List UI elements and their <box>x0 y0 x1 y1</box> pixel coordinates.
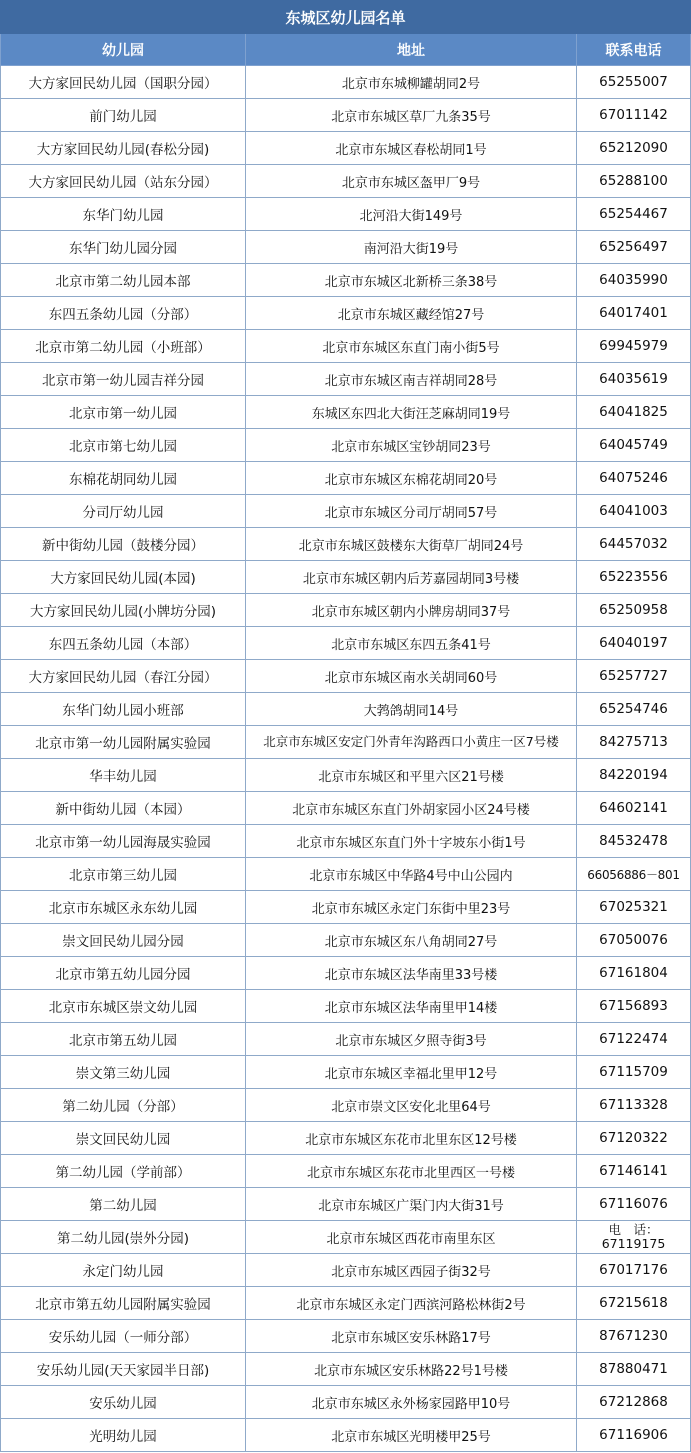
cell-address: 北京市东城区东棉花胡同20号 <box>246 462 577 495</box>
cell-phone: 87671230 <box>577 1320 691 1353</box>
table-row <box>1 1089 691 1122</box>
table-row <box>1 1155 691 1188</box>
table-row <box>1 594 691 627</box>
table-row <box>1 363 691 396</box>
cell-address: 北京市东城区幸福北里甲12号 <box>246 1056 577 1089</box>
cell-phone: 64041825 <box>577 396 691 429</box>
cell-kindergarten: 第二幼儿园(崇外分园) <box>1 1221 246 1254</box>
cell-phone: 67215618 <box>577 1287 691 1320</box>
cell-phone: 67212868 <box>577 1386 691 1419</box>
cell-kindergarten: 北京市第一幼儿园 <box>1 396 246 429</box>
cell-kindergarten: 东华门幼儿园分园 <box>1 231 246 264</box>
cell-address: 北京市东城区藏经馆27号 <box>246 297 577 330</box>
cell-kindergarten: 北京市东城区永东幼儿园 <box>1 891 246 924</box>
cell-phone: 电 话：67119175 <box>577 1221 691 1254</box>
cell-kindergarten: 第二幼儿园（分部） <box>1 1089 246 1122</box>
cell-address: 北京市东城区安定门外青年沟路西口小黄庄一区7号楼 <box>246 726 577 759</box>
cell-phone: 65212090 <box>577 132 691 165</box>
cell-address: 北京市东城区分司厅胡同57号 <box>246 495 577 528</box>
cell-kindergarten: 光明幼儿园 <box>1 1419 246 1452</box>
cell-kindergarten: 北京市第二幼儿园本部 <box>1 264 246 297</box>
cell-kindergarten: 安乐幼儿园 <box>1 1386 246 1419</box>
table-row <box>1 660 691 693</box>
table-row <box>1 495 691 528</box>
cell-phone: 67156893 <box>577 990 691 1023</box>
cell-phone: 65254746 <box>577 693 691 726</box>
cell-kindergarten: 东棉花胡同幼儿园 <box>1 462 246 495</box>
table-row <box>1 561 691 594</box>
table-row <box>1 132 691 165</box>
table-row <box>1 66 691 99</box>
cell-address: 北京市东城区法华南里33号楼 <box>246 957 577 990</box>
cell-kindergarten: 大方家回民幼儿园(春松分园) <box>1 132 246 165</box>
cell-address: 北京市东城区南吉祥胡同28号 <box>246 363 577 396</box>
table-row <box>1 1188 691 1221</box>
cell-phone: 84220194 <box>577 759 691 792</box>
cell-address: 北京市东城区宝钞胡同23号 <box>246 429 577 462</box>
table-row <box>1 330 691 363</box>
table-row <box>1 1320 691 1353</box>
cell-phone: 65257727 <box>577 660 691 693</box>
cell-address: 北京市东城区东花市北里东区12号楼 <box>246 1122 577 1155</box>
table-row <box>1 264 691 297</box>
title-row <box>1 1 691 34</box>
cell-phone: 84532478 <box>577 825 691 858</box>
cell-kindergarten: 永定门幼儿园 <box>1 1254 246 1287</box>
table-row <box>1 1056 691 1089</box>
table-row <box>1 990 691 1023</box>
cell-address: 北京市崇文区安化北里64号 <box>246 1089 577 1122</box>
table-row <box>1 891 691 924</box>
header-address: 地址 <box>246 34 577 66</box>
cell-kindergarten: 大方家回民幼儿园（春江分园） <box>1 660 246 693</box>
table-row <box>1 924 691 957</box>
cell-kindergarten: 第二幼儿园（学前部） <box>1 1155 246 1188</box>
cell-address: 北京市东城区草厂九条35号 <box>246 99 577 132</box>
table-row <box>1 1287 691 1320</box>
cell-kindergarten: 分司厅幼儿园 <box>1 495 246 528</box>
cell-phone: 64041003 <box>577 495 691 528</box>
cell-phone: 64035990 <box>577 264 691 297</box>
cell-address: 北京市东城区鼓楼东大街草厂胡同24号 <box>246 528 577 561</box>
cell-phone: 84275713 <box>577 726 691 759</box>
cell-address: 北京市东城区东四五条41号 <box>246 627 577 660</box>
table-row <box>1 627 691 660</box>
cell-kindergarten: 新中街幼儿园（本园） <box>1 792 246 825</box>
table-row <box>1 1353 691 1386</box>
table-row <box>1 1122 691 1155</box>
cell-kindergarten: 北京市第二幼儿园（小班部） <box>1 330 246 363</box>
cell-kindergarten: 东四五条幼儿园（分部） <box>1 297 246 330</box>
cell-kindergarten: 大方家回民幼儿园（站东分园） <box>1 165 246 198</box>
cell-kindergarten: 东华门幼儿园小班部 <box>1 693 246 726</box>
cell-phone: 67161804 <box>577 957 691 990</box>
cell-phone: 67025321 <box>577 891 691 924</box>
cell-phone: 65256497 <box>577 231 691 264</box>
cell-kindergarten: 崇文回民幼儿园 <box>1 1122 246 1155</box>
cell-kindergarten: 北京市第三幼儿园 <box>1 858 246 891</box>
cell-phone: 67017176 <box>577 1254 691 1287</box>
table-row <box>1 99 691 132</box>
table-row <box>1 198 691 231</box>
table-row <box>1 1254 691 1287</box>
table-body <box>1 66 691 1452</box>
cell-address: 北京市东城区盔甲厂9号 <box>246 165 577 198</box>
cell-phone: 67113328 <box>577 1089 691 1122</box>
cell-address: 北京市东城区中华路4号中山公园内 <box>246 858 577 891</box>
cell-address: 南河沿大街19号 <box>246 231 577 264</box>
cell-address: 北京市东城区西园子街32号 <box>246 1254 577 1287</box>
cell-kindergarten: 安乐幼儿园(天天家园半日部) <box>1 1353 246 1386</box>
cell-phone: 65254467 <box>577 198 691 231</box>
table-row <box>1 528 691 561</box>
cell-kindergarten: 东华门幼儿园 <box>1 198 246 231</box>
cell-address: 北京市东城区法华南里甲14楼 <box>246 990 577 1023</box>
cell-kindergarten: 崇文回民幼儿园分园 <box>1 924 246 957</box>
cell-phone: 65223556 <box>577 561 691 594</box>
cell-phone: 64075246 <box>577 462 691 495</box>
cell-address: 北京市东城区朝内小牌房胡同37号 <box>246 594 577 627</box>
cell-address: 北京市东城区东八角胡同27号 <box>246 924 577 957</box>
cell-phone: 64035619 <box>577 363 691 396</box>
cell-phone: 87880471 <box>577 1353 691 1386</box>
table-title: 东城区幼儿园名单 <box>1 1 691 34</box>
table-row <box>1 1023 691 1056</box>
table-row <box>1 297 691 330</box>
cell-address: 北京市东城区永外杨家园路甲10号 <box>246 1386 577 1419</box>
header-row <box>1 34 691 66</box>
table-row <box>1 1221 691 1254</box>
cell-phone: 66056886－801 <box>577 858 691 891</box>
cell-phone: 67116906 <box>577 1419 691 1452</box>
cell-kindergarten: 北京市第五幼儿园分园 <box>1 957 246 990</box>
cell-address: 大鹁鸽胡同14号 <box>246 693 577 726</box>
cell-phone: 64602141 <box>577 792 691 825</box>
cell-address: 北京市东城区南水关胡同60号 <box>246 660 577 693</box>
cell-address: 北京市东城区永定门西滨河路松林街2号 <box>246 1287 577 1320</box>
header-kindergarten: 幼儿园 <box>1 34 246 66</box>
cell-address: 北京市东城区春松胡同1号 <box>246 132 577 165</box>
cell-address: 北京市东城区北新桥三条38号 <box>246 264 577 297</box>
cell-address: 北京市东城区广渠门内大街31号 <box>246 1188 577 1221</box>
table-row <box>1 792 691 825</box>
header-phone: 联系电话 <box>577 34 691 66</box>
cell-kindergarten: 大方家回民幼儿园(小牌坊分园) <box>1 594 246 627</box>
cell-phone: 65288100 <box>577 165 691 198</box>
table-row <box>1 1419 691 1452</box>
cell-kindergarten: 新中街幼儿园（鼓楼分园） <box>1 528 246 561</box>
cell-kindergarten: 北京市第一幼儿园海晟实验园 <box>1 825 246 858</box>
cell-kindergarten: 北京市第七幼儿园 <box>1 429 246 462</box>
cell-kindergarten: 北京市第一幼儿园附属实验园 <box>1 726 246 759</box>
cell-kindergarten: 前门幼儿园 <box>1 99 246 132</box>
cell-address: 北京市东城区东花市北里西区一号楼 <box>246 1155 577 1188</box>
cell-kindergarten: 华丰幼儿园 <box>1 759 246 792</box>
cell-kindergarten: 大方家回民幼儿园(本园) <box>1 561 246 594</box>
cell-address: 北京市东城柳罐胡同2号 <box>246 66 577 99</box>
cell-kindergarten: 东四五条幼儿园（本部） <box>1 627 246 660</box>
cell-address: 北京市东城区光明楼甲25号 <box>246 1419 577 1452</box>
cell-phone: 67050076 <box>577 924 691 957</box>
cell-phone: 64045749 <box>577 429 691 462</box>
cell-kindergarten: 北京市东城区崇文幼儿园 <box>1 990 246 1023</box>
cell-phone: 64457032 <box>577 528 691 561</box>
table-row <box>1 396 691 429</box>
cell-phone: 67116076 <box>577 1188 691 1221</box>
cell-kindergarten: 安乐幼儿园（一师分部） <box>1 1320 246 1353</box>
table-row <box>1 693 691 726</box>
cell-address: 北河沿大街149号 <box>246 198 577 231</box>
table-row <box>1 858 691 891</box>
cell-address: 北京市东城区西花市南里东区 <box>246 1221 577 1254</box>
cell-address: 北京市东城区夕照寺街3号 <box>246 1023 577 1056</box>
cell-phone: 65250958 <box>577 594 691 627</box>
cell-phone: 67122474 <box>577 1023 691 1056</box>
cell-kindergarten: 第二幼儿园 <box>1 1188 246 1221</box>
cell-address: 北京市东城区朝内后芳嘉园胡同3号楼 <box>246 561 577 594</box>
table-row <box>1 957 691 990</box>
cell-kindergarten: 北京市第五幼儿园附属实验园 <box>1 1287 246 1320</box>
cell-kindergarten: 北京市第一幼儿园吉祥分园 <box>1 363 246 396</box>
cell-kindergarten: 大方家回民幼儿园（国职分园） <box>1 66 246 99</box>
table-row <box>1 1386 691 1419</box>
cell-phone: 67011142 <box>577 99 691 132</box>
cell-phone: 67120322 <box>577 1122 691 1155</box>
table-row <box>1 825 691 858</box>
cell-kindergarten: 北京市第五幼儿园 <box>1 1023 246 1056</box>
cell-address: 北京市东城区和平里六区21号楼 <box>246 759 577 792</box>
cell-phone: 67146141 <box>577 1155 691 1188</box>
cell-address: 北京市东城区永定门东街中里23号 <box>246 891 577 924</box>
cell-address: 东城区东四北大街汪芝麻胡同19号 <box>246 396 577 429</box>
table-row <box>1 726 691 759</box>
cell-phone: 64017401 <box>577 297 691 330</box>
table-row <box>1 759 691 792</box>
cell-address: 北京市东城区东直门外胡家园小区24号楼 <box>246 792 577 825</box>
table-row <box>1 165 691 198</box>
cell-phone: 69945979 <box>577 330 691 363</box>
cell-address: 北京市东城区东直门南小街5号 <box>246 330 577 363</box>
cell-kindergarten: 崇文第三幼儿园 <box>1 1056 246 1089</box>
table-row <box>1 462 691 495</box>
cell-phone: 65255007 <box>577 66 691 99</box>
cell-address: 北京市东城区东直门外十字坡东小街1号 <box>246 825 577 858</box>
table-row <box>1 429 691 462</box>
cell-address: 北京市东城区安乐林路22号1号楼 <box>246 1353 577 1386</box>
table-row <box>1 231 691 264</box>
cell-phone: 64040197 <box>577 627 691 660</box>
cell-phone: 67115709 <box>577 1056 691 1089</box>
cell-address: 北京市东城区安乐林路17号 <box>246 1320 577 1353</box>
